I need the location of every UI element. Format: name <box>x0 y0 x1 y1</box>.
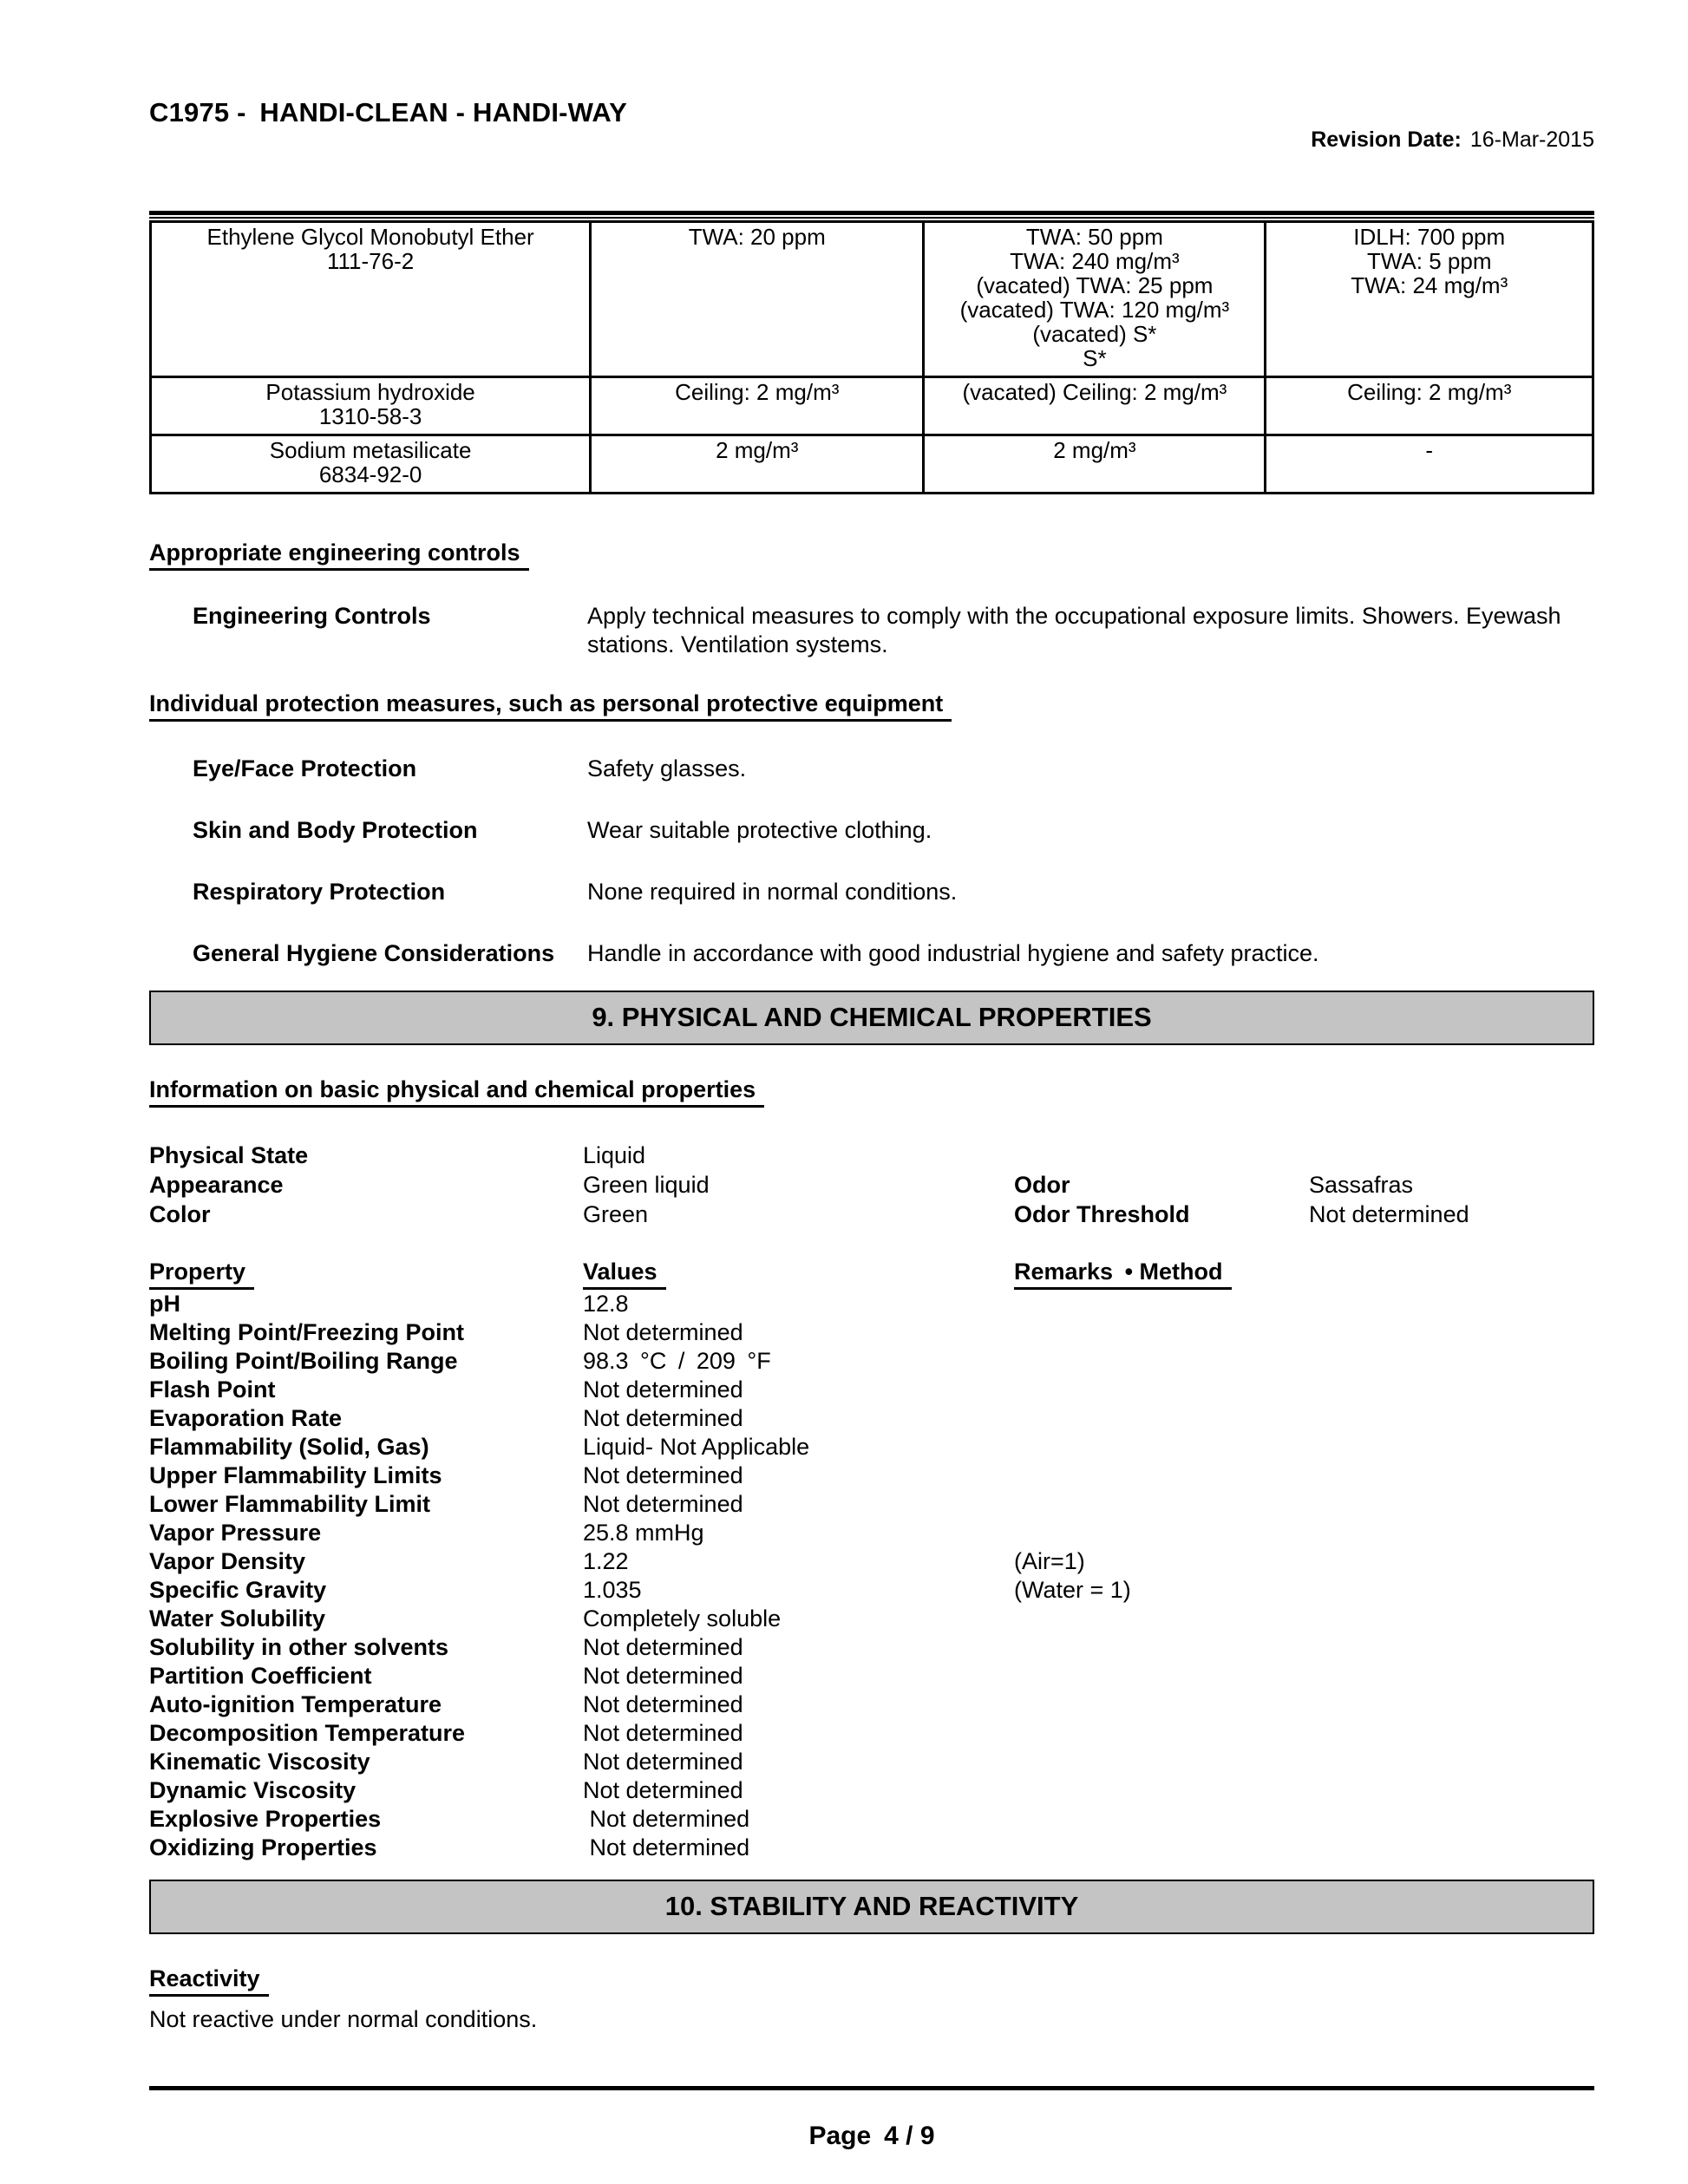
property-row <box>149 1633 1594 1662</box>
property-label: Upper Flammability Limits <box>149 1462 442 1488</box>
odor-threshold-label: Odor Threshold <box>1014 1201 1190 1227</box>
limit-line: 2 mg/m³ <box>716 437 799 463</box>
odor-value: Sassafras <box>1309 1172 1414 1198</box>
reactivity-heading: Reactivity <box>149 1965 269 1997</box>
property-value: Completely soluble <box>583 1605 782 1631</box>
property-remark <box>1014 1433 1594 1461</box>
table-row <box>151 435 1593 494</box>
property-remark <box>1014 1834 1594 1862</box>
limit-line: - <box>1425 437 1434 463</box>
revision-date-label: Revision Date: <box>1311 128 1462 152</box>
limit-line: TWA: 24 mg/m³ <box>1351 272 1508 298</box>
property-remark <box>1014 1633 1594 1662</box>
limit-line: (vacated) S* <box>1032 321 1157 347</box>
property-label: Dynamic Viscosity <box>149 1777 357 1803</box>
cas-number: 1310-58-3 <box>318 403 422 429</box>
property-value: 98.3 °C / 209 °F <box>583 1348 771 1374</box>
property-value: Not determined <box>583 1777 743 1803</box>
acgih-cell <box>591 377 924 435</box>
osha-cell <box>924 222 1266 377</box>
property-label: Flammability (Solid, Gas) <box>149 1434 429 1460</box>
property-label: Vapor Pressure <box>149 1520 322 1546</box>
property-row <box>149 1490 1594 1519</box>
property-remark <box>1014 1690 1594 1719</box>
property-label: Vapor Density <box>149 1548 306 1574</box>
property-remark: (Air=1) <box>1014 1548 1085 1574</box>
niosh-cell <box>1266 435 1593 494</box>
ppe-row <box>149 939 1594 968</box>
physical-state-label: Physical State <box>149 1142 309 1168</box>
property-value: Not determined <box>583 1806 750 1832</box>
osha-cell <box>924 377 1266 435</box>
ppe-value: Safety glasses. <box>587 755 747 781</box>
property-row <box>149 1376 1594 1404</box>
appearance-value: Green liquid <box>583 1172 710 1198</box>
property-row <box>149 1519 1594 1547</box>
property-row <box>149 1547 1594 1576</box>
property-label: Flash Point <box>149 1376 276 1403</box>
ppe-label: Skin and Body Protection <box>193 817 478 843</box>
basic-properties-heading: Information on basic physical and chemical properties <box>149 1076 764 1108</box>
property-table-header <box>149 1257 1594 1290</box>
product-title: C1975 - HANDI-CLEAN - HANDI-WAY <box>149 97 628 128</box>
document-header <box>149 97 1594 178</box>
cas-number: 111-76-2 <box>326 248 415 274</box>
property-row <box>149 1461 1594 1490</box>
odor-label: Odor <box>1014 1172 1070 1198</box>
physical-state-value: Liquid <box>583 1142 646 1168</box>
osha-cell <box>924 435 1266 494</box>
limit-line: TWA: 5 ppm <box>1366 248 1492 274</box>
odor-threshold-value: Not determined <box>1309 1201 1469 1227</box>
remarks-column-header: Remarks • Method <box>1014 1259 1232 1290</box>
limit-line: (vacated) Ceiling: 2 mg/m³ <box>962 379 1227 405</box>
property-remark <box>1014 1805 1594 1834</box>
property-label: Partition Coefficient <box>149 1663 372 1689</box>
property-value: Not determined <box>583 1691 743 1717</box>
exposure-limits-table <box>149 220 1594 494</box>
property-label: Lower Flammability Limit <box>149 1491 431 1517</box>
chemical-name-cell <box>151 435 591 494</box>
property-remark <box>1014 1605 1594 1633</box>
color-row <box>149 1200 1594 1229</box>
limit-line: S* <box>1083 345 1107 371</box>
property-remark <box>1014 1404 1594 1433</box>
property-label: Evaporation Rate <box>149 1405 343 1431</box>
revision-date <box>1275 102 1595 178</box>
property-row <box>149 1834 1594 1862</box>
engineering-controls-row <box>149 602 1594 659</box>
property-remark <box>1014 1290 1594 1318</box>
ppe-label: Respiratory Protection <box>193 879 446 905</box>
section-9-banner: 9. PHYSICAL AND CHEMICAL PROPERTIES <box>149 991 1594 1045</box>
appearance-row <box>149 1170 1594 1200</box>
property-remark <box>1014 1461 1594 1490</box>
property-label: Auto-ignition Temperature <box>149 1691 442 1717</box>
limit-line: 2 mg/m³ <box>1053 437 1136 463</box>
property-row <box>149 1290 1594 1318</box>
limit-line: TWA: 240 mg/m³ <box>1010 248 1180 274</box>
property-value: Not determined <box>583 1663 743 1689</box>
ppe-value: None required in normal conditions. <box>587 879 958 905</box>
engineering-controls-value: Apply technical measures to comply with the occupational exposure limits. Showers. Eyewash stations. Ventilation systems. <box>587 603 1561 657</box>
property-value: Not determined <box>583 1834 750 1860</box>
limit-line: Ceiling: 2 mg/m³ <box>1347 379 1512 405</box>
revision-date-value: 16-Mar-2015 <box>1469 128 1594 152</box>
property-row <box>149 1690 1594 1719</box>
property-remark <box>1014 1662 1594 1690</box>
property-column-header: Property <box>149 1259 254 1290</box>
property-row <box>149 1719 1594 1748</box>
property-value: Not determined <box>583 1720 743 1746</box>
ppe-value: Wear suitable protective clothing. <box>587 817 932 843</box>
property-row <box>149 1318 1594 1347</box>
chemical-name: Sodium metasilicate <box>269 437 472 463</box>
property-row <box>149 1347 1594 1376</box>
property-value: Not determined <box>583 1462 743 1488</box>
property-row <box>149 1404 1594 1433</box>
ppe-label: Eye/Face Protection <box>193 755 417 781</box>
property-label: Melting Point/Freezing Point <box>149 1319 464 1345</box>
property-row <box>149 1433 1594 1461</box>
ppe-row <box>149 878 1594 906</box>
appearance-block <box>149 1141 1594 1229</box>
property-remark <box>1014 1776 1594 1805</box>
physical-state-row <box>149 1141 1594 1170</box>
property-remark <box>1014 1490 1594 1519</box>
limit-line: TWA: 20 ppm <box>688 224 826 250</box>
color-label: Color <box>149 1201 211 1227</box>
property-value: 1.22 <box>583 1548 629 1574</box>
property-label: Boiling Point/Boiling Range <box>149 1348 458 1374</box>
acgih-cell <box>591 222 924 377</box>
property-value: Not determined <box>583 1319 743 1345</box>
ppe-value: Handle in accordance with good industrial hygiene and safety practice. <box>587 940 1319 966</box>
reactivity-text: Not reactive under normal conditions. <box>149 2006 538 2032</box>
page-number: Page 4 / 9 <box>808 2122 935 2150</box>
chemical-name-cell <box>151 377 591 435</box>
limit-line: (vacated) TWA: 25 ppm <box>976 272 1214 298</box>
chemical-name-cell <box>151 222 591 377</box>
niosh-cell <box>1266 377 1593 435</box>
property-label: Kinematic Viscosity <box>149 1749 370 1775</box>
property-value: Not determined <box>583 1405 743 1431</box>
property-value: 1.035 <box>583 1577 642 1603</box>
property-value: Not determined <box>583 1634 743 1660</box>
niosh-cell <box>1266 222 1593 377</box>
limit-line: Ceiling: 2 mg/m³ <box>675 379 840 405</box>
ppe-row <box>149 755 1594 783</box>
property-row <box>149 1662 1594 1690</box>
property-remark <box>1014 1376 1594 1404</box>
property-value: Not determined <box>583 1376 743 1403</box>
property-row <box>149 1748 1594 1776</box>
property-row <box>149 1776 1594 1805</box>
chemical-name: Potassium hydroxide <box>265 379 475 405</box>
property-remark <box>1014 1719 1594 1748</box>
acgih-cell <box>591 435 924 494</box>
header-divider-rule <box>149 211 1594 219</box>
property-remark <box>1014 1748 1594 1776</box>
property-label: Decomposition Temperature <box>149 1720 466 1746</box>
limit-line: (vacated) TWA: 120 mg/m³ <box>959 297 1230 323</box>
chemical-name: Ethylene Glycol Monobutyl Ether <box>206 224 534 250</box>
table-row <box>151 222 1593 377</box>
appearance-label: Appearance <box>149 1172 284 1198</box>
property-label: Specific Gravity <box>149 1577 327 1603</box>
property-value: Not determined <box>583 1491 743 1517</box>
property-label: pH <box>149 1291 180 1317</box>
individual-protection-heading: Individual protection measures, such as personal protective equipment <box>149 690 952 722</box>
engineering-controls-heading: Appropriate engineering controls <box>149 539 529 571</box>
property-value: 25.8 mmHg <box>583 1520 704 1546</box>
property-label: Oxidizing Properties <box>149 1834 377 1860</box>
ppe-row <box>149 816 1594 845</box>
table-row <box>151 377 1593 435</box>
property-remark <box>1014 1347 1594 1376</box>
property-label: Water Solubility <box>149 1605 326 1631</box>
ppe-label: General Hygiene Considerations <box>193 940 555 966</box>
footer-divider-rule <box>149 2086 1594 2090</box>
property-remark <box>1014 1519 1594 1547</box>
cas-number: 6834-92-0 <box>318 461 422 487</box>
property-row <box>149 1805 1594 1834</box>
property-value: 12.8 <box>583 1291 629 1317</box>
engineering-controls-label: Engineering Controls <box>193 603 431 629</box>
property-value: Not determined <box>583 1749 743 1775</box>
property-row <box>149 1605 1594 1633</box>
property-label: Explosive Properties <box>149 1806 382 1832</box>
limit-line: IDLH: 700 ppm <box>1353 224 1506 250</box>
property-value: Liquid- Not Applicable <box>583 1434 810 1460</box>
property-remark: (Water = 1) <box>1014 1577 1131 1603</box>
section-10-banner: 10. STABILITY AND REACTIVITY <box>149 1880 1594 1934</box>
color-value: Green <box>583 1201 649 1227</box>
limit-line: TWA: 50 ppm <box>1025 224 1163 250</box>
property-row <box>149 1576 1594 1605</box>
property-label: Solubility in other solvents <box>149 1634 449 1660</box>
values-column-header: Values <box>583 1259 666 1290</box>
property-remark <box>1014 1318 1594 1347</box>
